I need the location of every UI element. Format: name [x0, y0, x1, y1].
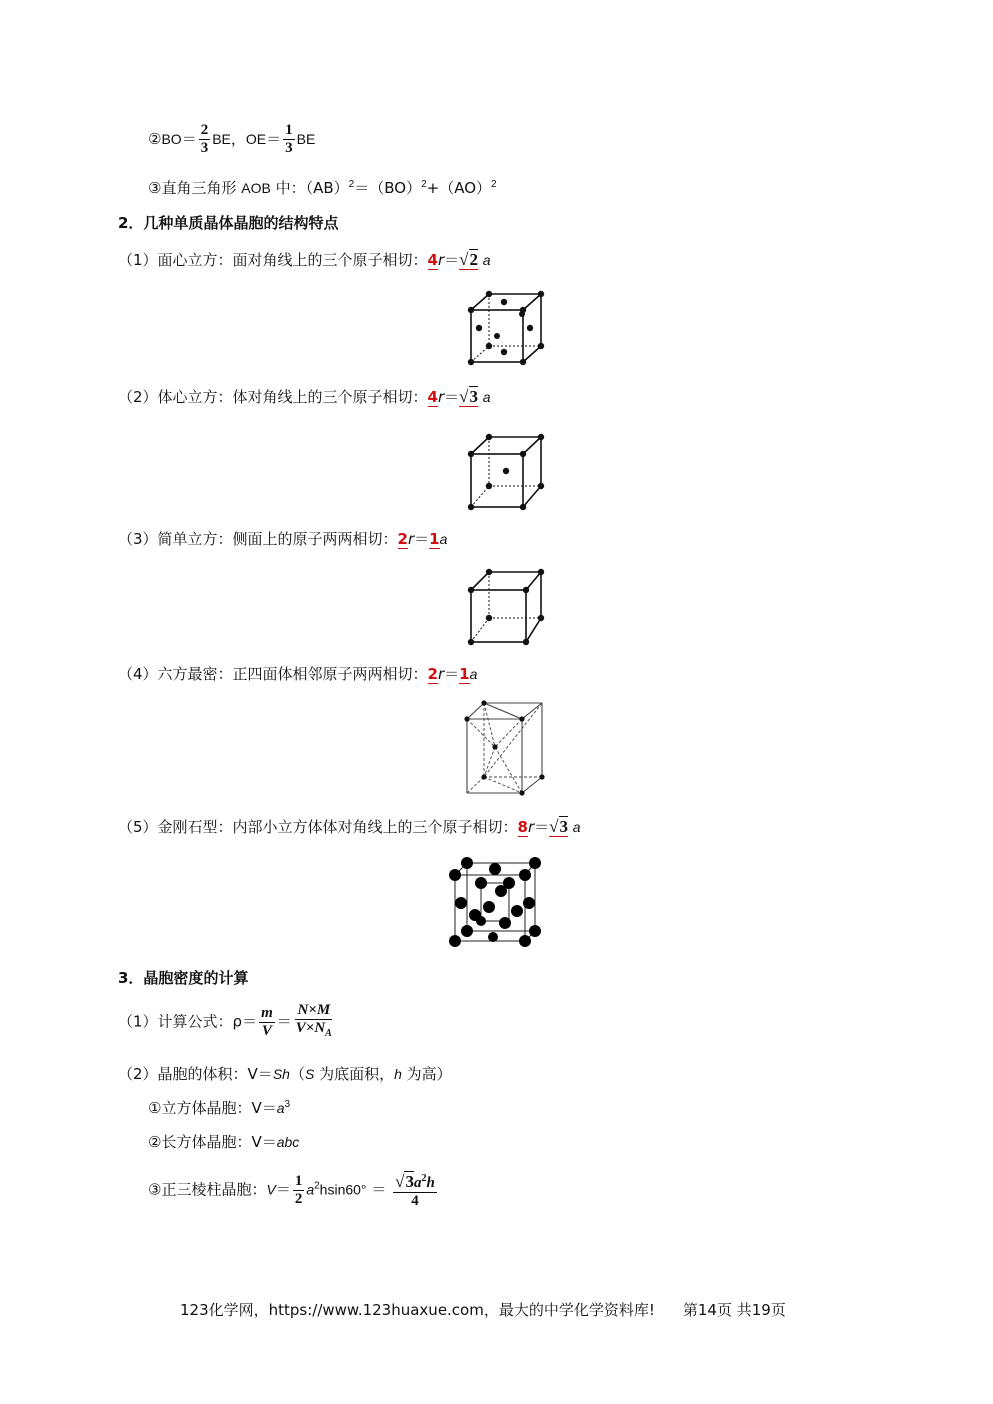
v-term: V: [266, 1181, 276, 1198]
coefficient: 2: [427, 665, 438, 683]
denominator: 3: [200, 140, 209, 156]
numerator: N×M: [297, 1002, 331, 1018]
denominator: 3: [285, 140, 293, 156]
coefficient: 4: [427, 388, 438, 406]
item-label: （5）金刚石型：内部小立方体体对角线上的三个原子相切：: [118, 818, 518, 836]
volume-line: [118, 1063, 452, 1084]
density-formula: [118, 1002, 336, 1042]
radicand: 3: [469, 387, 479, 406]
item-diamond: [118, 816, 581, 837]
diamond-cube-diagram: [445, 855, 547, 951]
sqrt-symbol: √2: [459, 250, 479, 269]
radicand: 2: [469, 250, 479, 269]
superscript: 2: [421, 1173, 427, 1184]
variable-a: a: [439, 531, 448, 547]
numerator: 2: [200, 122, 209, 138]
formula-right-triangle: [148, 177, 497, 198]
variable-r: r: [437, 251, 445, 269]
comma: ，: [230, 130, 246, 148]
fraction-one-third: [283, 122, 295, 157]
equals-sign: ＝: [276, 1012, 292, 1031]
item-fcc: [118, 249, 491, 270]
be-label: BE: [212, 131, 231, 147]
coefficient: 1: [459, 665, 470, 683]
radicand: 3: [559, 817, 569, 836]
a-term: a: [413, 1175, 422, 1191]
h-term: h: [394, 1066, 402, 1082]
variable-r: r: [407, 530, 415, 548]
text-segment: +（AO）: [426, 179, 492, 197]
radicand: 3: [405, 1172, 414, 1191]
be-label: BE: [296, 131, 316, 147]
page-number: 第14页 共19页: [682, 1301, 786, 1319]
fraction-two-thirds: [199, 122, 211, 157]
s-term: S: [304, 1066, 315, 1082]
equals-sign: ＝: [181, 130, 197, 148]
denominator: V: [261, 1022, 272, 1039]
denominator: V×N: [295, 1020, 326, 1036]
superscript: 2: [348, 179, 355, 190]
volume-label: ②长方体晶胞：V＝: [148, 1133, 277, 1151]
equals-sign: ＝: [444, 388, 460, 406]
numerator: 1: [294, 1172, 303, 1189]
item-label: （1）面心立方：面对角线上的三个原子相切：: [118, 251, 428, 269]
text-segment: 中：（AB）: [275, 179, 349, 197]
variable-a: a: [482, 252, 491, 268]
text-segment: 为底面积，: [319, 1065, 395, 1083]
denominator: 2: [294, 1190, 303, 1207]
h-term: h: [426, 1175, 435, 1191]
sh-term: Sh: [272, 1066, 290, 1082]
coefficient: 1: [429, 530, 440, 548]
section-3-heading: 3．晶胞密度的计算: [118, 969, 249, 987]
superscript: 2: [314, 1180, 320, 1192]
fcc-cube-diagram: [466, 290, 546, 366]
sqrt-symbol: √3: [549, 817, 569, 836]
a-term: a: [276, 1100, 285, 1116]
equals-sign: ＝: [444, 665, 460, 683]
hcp-prism-diagram: [462, 699, 550, 797]
fraction-one-half: [293, 1173, 305, 1208]
volume-label: （2）晶胞的体积：V＝: [118, 1065, 273, 1083]
sqrt-symbol: √3: [459, 387, 479, 406]
section-2-heading: 2．几种单质晶体晶胞的结构特点: [118, 214, 339, 232]
subscript-a: A: [325, 1028, 332, 1039]
page-footer: [180, 1299, 786, 1320]
hsin-term: hsin60°: [319, 1181, 367, 1198]
volume-cuboid: [148, 1131, 299, 1152]
formula-bo-oe: [148, 122, 315, 157]
abc-term: abc: [276, 1134, 300, 1150]
coefficient: 2: [397, 530, 408, 548]
numerator: 1: [285, 122, 293, 138]
aob-label: AOB: [241, 180, 271, 196]
oe-label: OE: [245, 131, 267, 147]
volume-label: ③正三棱柱晶胞：: [148, 1180, 267, 1199]
circled-3-marker: ③: [148, 179, 162, 197]
coefficient: 8: [517, 818, 528, 836]
numerator: m: [261, 1004, 273, 1021]
item-sc: [118, 528, 447, 549]
variable-r: r: [437, 665, 445, 683]
equals-sign: ＝: [534, 818, 550, 836]
footer-text: 123化学网，https://www.123huaxue.com，最大的中学化学资料库!: [180, 1301, 655, 1319]
a-term: a: [306, 1181, 315, 1198]
text-segment: 直角三角形: [161, 179, 237, 197]
superscript: 3: [284, 1099, 291, 1110]
superscript: 2: [491, 179, 497, 190]
circled-2-marker: ②: [148, 130, 162, 148]
equals-sign: ＝: [275, 1180, 291, 1199]
coefficient: 4: [427, 251, 438, 269]
bcc-cube-diagram: [466, 433, 546, 511]
variable-a: a: [482, 389, 491, 405]
volume-prism: [148, 1170, 439, 1210]
volume-label: ①立方体晶胞：V＝: [148, 1099, 277, 1117]
text-segment: （: [289, 1065, 305, 1083]
denominator: 4: [411, 1193, 419, 1209]
variable-r: r: [527, 818, 535, 836]
fraction-m-over-v: [259, 1005, 275, 1040]
equals-sign: ＝: [371, 1180, 387, 1199]
volume-cube: [148, 1097, 290, 1118]
formula-label: （1）计算公式：ρ＝: [118, 1012, 258, 1031]
sqrt-symbol: √3: [395, 1172, 414, 1191]
bo-label: BO: [161, 131, 182, 147]
item-label: （4）六方最密：正四面体相邻原子两两相切：: [118, 665, 428, 683]
variable-a: a: [469, 666, 478, 682]
variable-a: a: [572, 819, 581, 835]
fraction-root3-a2h-over-4: [393, 1170, 437, 1210]
equals-sign: ＝: [414, 530, 430, 548]
text-segment: 为高）: [406, 1065, 452, 1083]
sc-cube-diagram: [466, 568, 546, 646]
equals-sign: ＝: [266, 130, 282, 148]
superscript: 2: [421, 179, 427, 190]
fraction-nm-over-vna: [294, 1002, 334, 1042]
equals-sign: ＝: [444, 251, 460, 269]
item-hcp: [118, 663, 477, 684]
item-label: （3）简单立方：侧面上的原子两两相切：: [118, 530, 398, 548]
variable-r: r: [437, 388, 445, 406]
item-label: （2）体心立方：体对角线上的三个原子相切：: [118, 388, 428, 406]
text-segment: ＝（BO）: [354, 179, 422, 197]
item-bcc: [118, 386, 491, 407]
